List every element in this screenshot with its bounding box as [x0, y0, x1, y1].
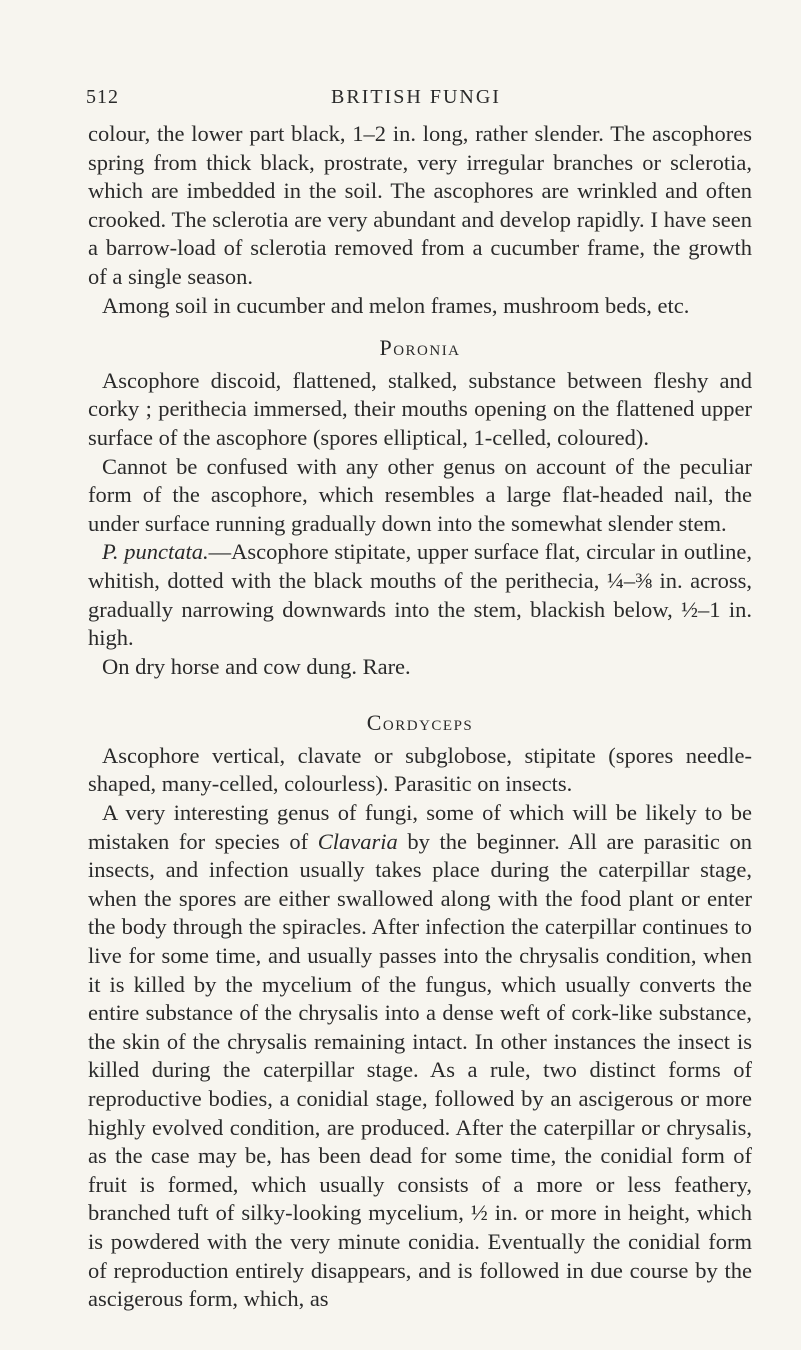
paragraph: [88, 292, 752, 321]
paragraph: [88, 120, 752, 292]
text-run: colour, the lower part black, 1–2 in. long, rather slender. The ascophores spring from thick black, prostrate, very irregular branches or sclerotia, which are imbedded in the soil. The ascophores are wrinkled and often crooked. The sclerotia are very abundant and develop rapidly. I have seen a barrow-load of sclerotia removed from a cucumber frame, the growth of a single season.: [88, 121, 752, 289]
page-header: [86, 86, 746, 114]
running-title: BRITISH FUNGI: [331, 86, 501, 108]
text-run: On dry horse and cow dung. Rare.: [102, 653, 411, 679]
text-run: Ascophore vertical, clavate or subglobose, stipitate (spores needle-shaped, many-celled, colourless). Parasitic on insects.: [88, 742, 752, 797]
paragraph: [88, 538, 752, 652]
section-gap: [88, 681, 752, 695]
paragraph: [88, 742, 752, 799]
text-run: A very interesting genus of fungi, some of which will be likely to be mistaken for species of: [88, 800, 752, 854]
body-text: [88, 120, 752, 1314]
paragraph: [88, 653, 752, 682]
paragraph: [88, 799, 752, 1314]
page-number: 512: [86, 86, 119, 108]
section-heading: [88, 334, 752, 363]
text-run: Ascophore discoid, flattened, stalked, substance between fleshy and corky ; perithecia immersed, their mouths opening on the flattened upper surface of the ascophore (spores elliptical, 1-celled, coloured).: [88, 367, 752, 450]
italic-text: P. punctata.: [102, 539, 209, 565]
text-run: Among soil in cucumber and melon frames, mushroom beds, etc.: [102, 292, 690, 318]
text-run: Cordyceps: [366, 710, 474, 736]
paragraph: [88, 453, 752, 539]
text-run: Cannot be confused with any other genus on account of the peculiar form of the ascophore, which resembles a large flat-headed nail, the under surface running gradually down into the somewhat slender stem.: [88, 453, 752, 536]
text-run: —Ascophore stipitate, upper surface flat, circular in outline, whitish, dotted with the black mouths of the perithecia, ¼–⅜ in. across, gradually narrowing downwards into the stem, blackish below, ½–1 in. high.: [88, 539, 752, 651]
section-heading: [88, 709, 752, 738]
paragraph: [88, 367, 752, 453]
italic-text: Clavaria: [317, 828, 398, 854]
text-run: Poronia: [379, 335, 461, 361]
text-run: by the beginner. All are parasitic on insects, and infection usually takes place during the caterpillar stage, when the spores are either swallowed along with the food plant or enter the body through the spiracles. After infection the caterpillar continues to live for some time, and usually passes into the chrysalis condition, when it is killed by the mycelium of the fungus, which usually converts the entire substance of the chrysalis into a dense weft of cork-like substance, the skin of the chrysalis remaining intact. In other instances the insect is killed during the caterpillar stage. As a rule, two distinct forms of reproductive bodies, a conidial stage, followed by an ascigerous or more highly evolved condition, are produced. After the caterpillar or chrysalis, as the case may be, has been dead for some time, the conidial form of fruit is formed, which usually consists of a more or less feathery, branched tuft of silky-looking mycelium, ½ in. or more in height, which is powdered with the very minute conidia. Eventually the conidial form of reproduction entirely disappears, and is followed in due course by the ascigerous form, which, as: [88, 828, 753, 1312]
